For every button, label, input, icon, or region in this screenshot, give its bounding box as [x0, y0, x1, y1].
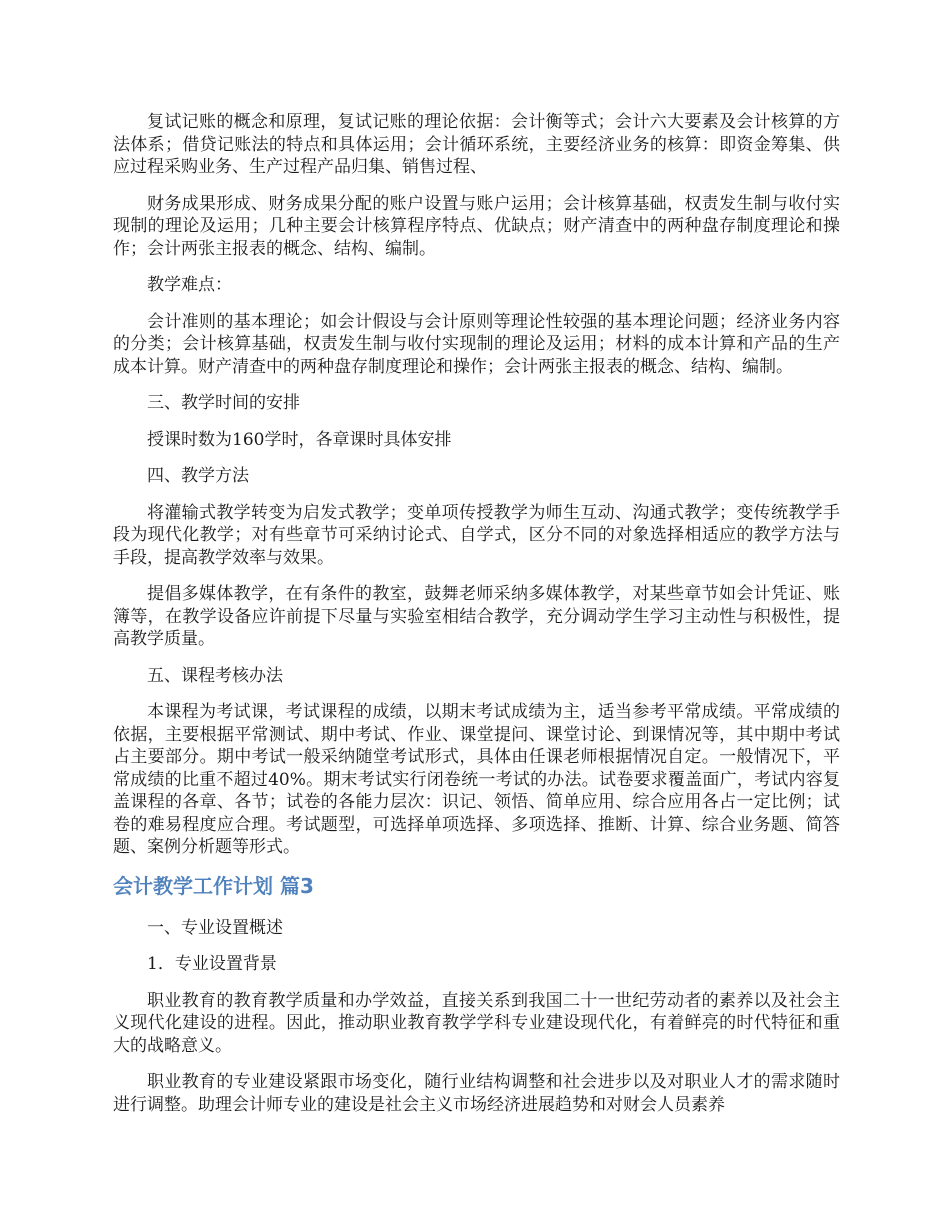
section-heading: 会计教学工作计划 篇3 — [113, 873, 314, 898]
paragraph-teaching-difficulties: 会计准则的基本理论；如会计假设与会计原则等理论性较强的基本理论问题；经济业务内容的分类；会计核算基础，权责发生制与收付实现制的理论及运用；材料的成本计算和产品的生产成本计算。财产清查中的两种盘存制度理论和操作；会计两张主报表的概念、结构、编制。 — [113, 311, 840, 377]
subheading-teaching-methods: 四、教学方法 — [147, 466, 249, 486]
subheading-teaching-schedule: 三、教学时间的安排 — [147, 393, 300, 413]
paragraph-financial-results: 财务成果形成、财务成果分配的账户设置与账户运用；会计核算基础，权责发生制与收付实现制的理论及运用；几种主要会计核算程序特点、优缺点；财产清查中的两种盘存制度理论和操作；会计两张主报表的概念、结构、编制。 — [113, 193, 840, 259]
paragraph-course-assessment: 本课程为考试课，考试课程的成绩，以期末考试成绩为主，适当参考平常成绩。平常成绩的依据，主要根据平常测试、期中考试、作业、课堂提问、课堂讨论、到课情况等，其中期中考试占主要部分。期中考试一般采纳随堂考试形式，具体由任课老师根据情况自定。一般情况下，平常成绩的比重不超过40%。期末考试实行闭卷统一考试的办法。试卷要求覆盖面广，考试内容复盖课程的各章、各节；试卷的各能力层次：识记、领悟、简单应用、综合应用各占一定比例；试卷的难易程度应合理。考试题型，可选择单项选择、多项选择、推断、计算、综合业务题、简答题、案例分析题等形式。 — [113, 702, 840, 857]
paragraph-vocational-major-building: 职业教育的专业建设紧跟市场变化，随行业结构调整和社会进步以及对职业人才的需求随时进行调整。助理会计师专业的建设是社会主义市场经济进展趋势和对财会人员素养 — [113, 1072, 840, 1115]
subheading-major-overview: 一、专业设置概述 — [147, 917, 283, 938]
paragraph-double-entry-concepts: 复试记账的概念和原理，复试记账的理论依据：会计衡等式；会计六大要素及会计核算的方法体系；借贷记账法的特点和具体运用；会计循环系统，主要经济业务的核算：即资金筹集、供应过程采购业务、生产过程产品归集、销售过程、 — [113, 112, 840, 177]
paragraph-multimedia-teaching: 提倡多媒体教学，在有条件的教室，鼓舞老师采纳多媒体教学，对某些章节如会计凭证、账簿等，在教学设备应许前提下尽量与实验室相结合教学，充分调动学生学习主动性与积极性，提高教学质量。 — [113, 584, 840, 649]
document-body — [113, 111, 840, 1130]
paragraph-vocational-education-quality: 职业教育的教育教学质量和办学效益，直接关系到我国二十一世纪劳动者的素养以及社会主义现代化建设的进程。因此，推动职业教育教学学科专业建设现代化，有着鲜亮的时代特征和重大的战略意义。 — [113, 990, 840, 1056]
paragraph-teaching-methods: 将灌输式教学转变为启发式教学；变单项传授教学为师生互动、沟通式教学；变传统教学手段为现代化教学；对有些章节可采纳讨论式、自学式，区分不同的对象选择相适应的教学方法与手段，提高教学效率与效果。 — [113, 502, 840, 568]
subheading-course-assessment: 五、课程考核办法 — [147, 665, 283, 686]
subheading-major-background: 1．专业设置背景 — [147, 954, 277, 974]
paragraph-teaching-difficulties-label: 教学难点： — [147, 275, 232, 295]
paragraph-class-hours: 授课时数为160学时，各章课时具体安排 — [147, 429, 452, 450]
